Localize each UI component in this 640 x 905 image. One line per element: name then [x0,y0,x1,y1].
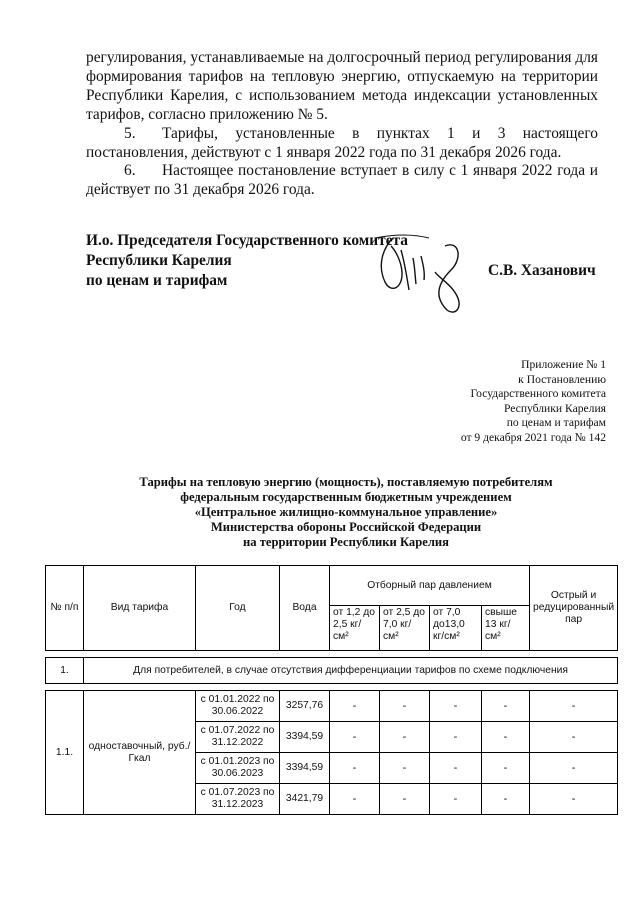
header-pressure-1: от 1,2 до 2,5 кг/см² [330,606,380,651]
row-pressure-3-value: - [430,691,482,722]
row-sharp-steam-value: - [530,753,618,784]
row-water-value: 3257,76 [280,691,330,722]
row-pressure-1-value: - [330,722,380,753]
appendix-line: Государственного комитета [470,387,606,401]
row-pressure-3-value: - [430,784,482,815]
appendix-line: Республики Карелия [503,401,606,415]
appendix-line: к Постановлению [518,372,606,386]
paragraph-6-number: 6. [124,162,136,179]
header-year: Год [196,566,280,651]
header-sharp-steam: Острый и редуцированный пар [530,566,618,651]
row-pressure-2-value: - [380,691,430,722]
table-row [46,691,618,722]
paragraph-continuation [86,48,598,124]
header-pressure-3: от 7,0 до13,0 кг/см² [430,606,482,651]
group-num: 1.1. [46,691,84,815]
section-text: Для потребителей, в случае отсутствия дифференциации тарифов по схеме подключения [84,658,618,684]
title-line: на территории Республики Карелия [243,535,449,549]
row-pressure-2-value: - [380,753,430,784]
header-water: Вода [280,566,330,651]
paragraph-5-number: 5. [124,125,136,142]
paragraph-5-text: Тарифы, установленные в пунктах 1 и 3 настоящего постановления, действуют с 1 января 2022 года по 31 декабря 2026 года. [86,125,598,161]
row-sharp-steam-value: - [530,722,618,753]
title-line: федеральным государственным бюджетным учреждением [180,490,512,504]
paragraph-continuation-text: регулирования, устанавливаемые на долгосрочный период регулирования для формирования тарифов на тепловую энергию, отпускаемую на территории Республики Карелия, с использованием метода индексации установленных тарифов, согласно приложению № 5. [86,49,598,123]
section-num: 1. [46,658,84,684]
signatory-title-line: по ценам и тарифам [86,272,228,289]
title-line: Министерства обороны Российской Федерации [210,520,482,534]
row-year: с 01.01.2022 по 30.06.2022 [196,691,280,722]
row-pressure-2-value: - [380,722,430,753]
table-header-row [46,566,618,606]
row-year: с 01.01.2023 по 30.06.2023 [196,753,280,784]
row-year: с 01.07.2022 по 31.12.2022 [196,722,280,753]
paragraph-6 [86,161,598,199]
signatory-name: С.В. Хазанович [488,262,596,279]
row-pressure-3-value: - [430,722,482,753]
row-water-value: 3394,59 [280,722,330,753]
header-num: № п/п [46,566,84,651]
signatory-title-line: И.о. Председателя Государственного комитета [86,232,408,249]
row-pressure-1-value: - [330,691,380,722]
title-line: Тарифы на тепловую энергию (мощность), поставляемую потребителям [139,475,553,489]
row-pressure-1-value: - [330,784,380,815]
appendix-line: по ценам и тарифам [506,416,606,430]
header-pressure-4: свыше 13 кг/см² [482,606,530,651]
row-sharp-steam-value: - [530,784,618,815]
header-tariff-type: Вид тарифа [84,566,196,651]
tariff-table [45,565,618,815]
row-pressure-2-value: - [380,784,430,815]
row-sharp-steam-value: - [530,691,618,722]
appendix-reference [346,358,606,446]
section-row [46,658,618,684]
row-pressure-3-value: - [430,753,482,784]
row-pressure-4-value: - [482,753,530,784]
row-pressure-4-value: - [482,691,530,722]
header-pressure-2: от 2,5 до 7,0 кг/см² [380,606,430,651]
row-water-value: 3394,59 [280,753,330,784]
group-tariff-type: одноставочный, руб./Гкал [84,691,196,815]
signatory-title-line: Республики Карелия [86,252,232,269]
header-steam-group: Отборный пар давлением [330,566,530,606]
row-pressure-4-value: - [482,784,530,815]
row-year: с 01.07.2023 по 31.12.2023 [196,784,280,815]
row-pressure-1-value: - [330,753,380,784]
row-pressure-4-value: - [482,722,530,753]
appendix-line: Приложение № 1 [521,358,606,371]
handwritten-signature [355,220,485,320]
tariff-table-title [96,475,596,550]
title-line: «Центральное жилищно-коммунальное управление» [194,505,498,519]
row-water-value: 3421,79 [280,784,330,815]
paragraph-5 [86,124,598,162]
appendix-line: от 9 декабря 2021 года № 142 [460,430,606,444]
paragraph-6-text: Настоящее постановление вступает в силу с 1 января 2022 года и действует по 31 декабря 2026 года. [86,162,598,198]
